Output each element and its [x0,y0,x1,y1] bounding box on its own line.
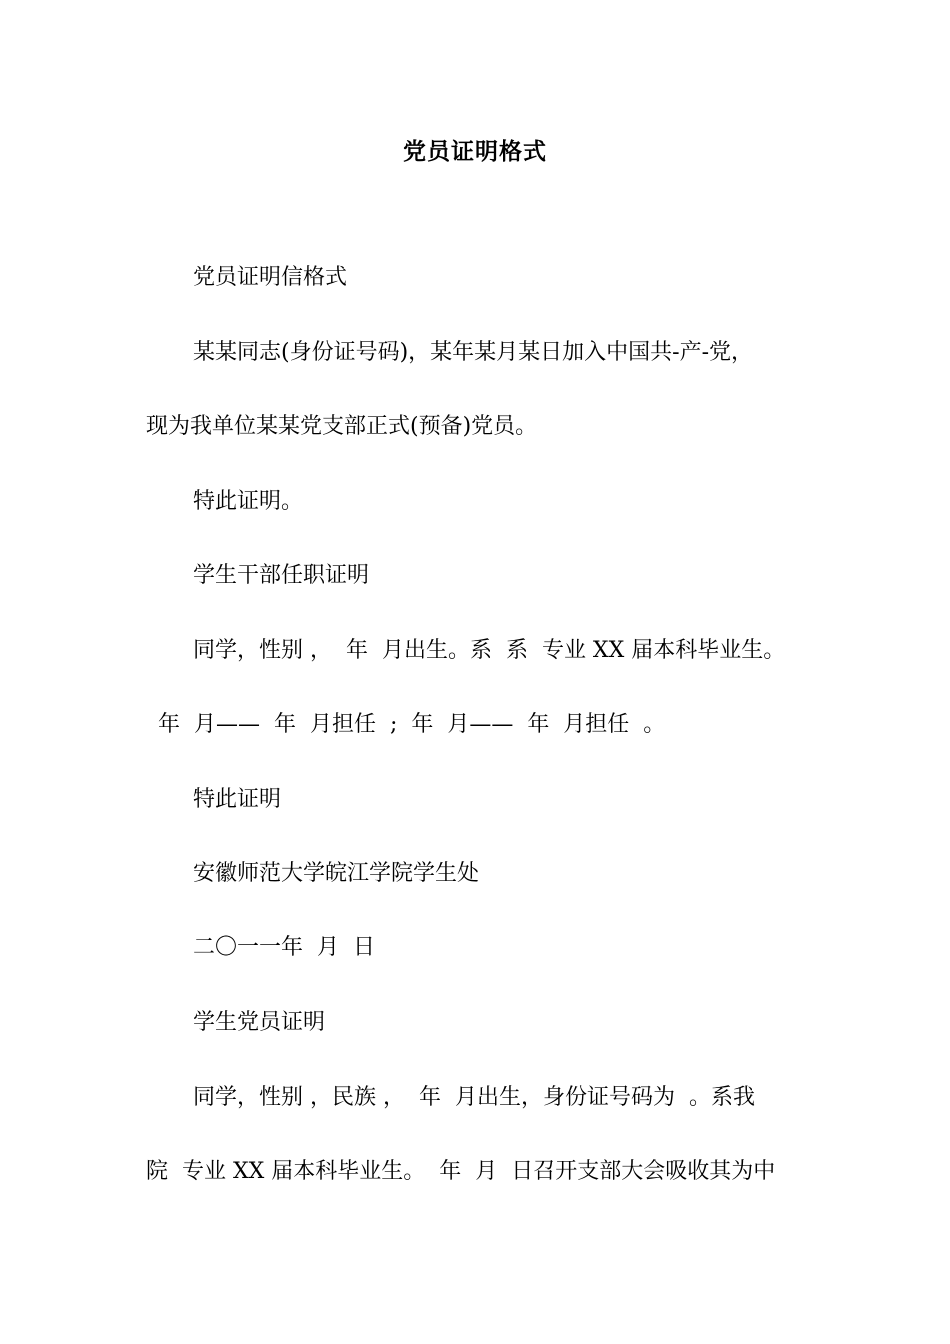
paragraph-heading-party-letter: 党员证明信格式 [193,265,348,290]
paragraph-heading-student-member: 学生党员证明 [193,1010,326,1035]
paragraph-cadre-text-1: 同学，性别 ， 年 月出生。系 系 专业 XX 届本科毕业生。 [193,638,786,663]
paragraph-party-text-2: 现为我单位某某党支部正式(预备)党员。 [146,414,538,439]
paragraph-student-text-2: 院 专业 XX 届本科毕业生。 年 月 日召开支部大会吸收其为中 [146,1159,776,1184]
paragraph-date: 二〇一一年 月 日 [193,935,375,960]
paragraph-party-text-1: 某某同志(身份证号码)，某年某月某日加入中国共-产-党， [193,340,754,365]
paragraph-certify-1: 特此证明。 [193,489,304,514]
paragraph-cadre-text-2: 年 月—— 年 月担任 ; 年 月—— 年 月担任 。 [158,712,666,737]
paragraph-issuer: 安徽师范大学皖江学院学生处 [193,861,480,886]
paragraph-certify-2: 特此证明 [193,787,282,812]
paragraph-student-text-1: 同学，性别 ，民族 ， 年 月出生，身份证号码为 。系我 [193,1085,755,1110]
document-title: 党员证明格式 [403,138,547,165]
paragraph-heading-cadre: 学生干部任职证明 [193,563,370,588]
